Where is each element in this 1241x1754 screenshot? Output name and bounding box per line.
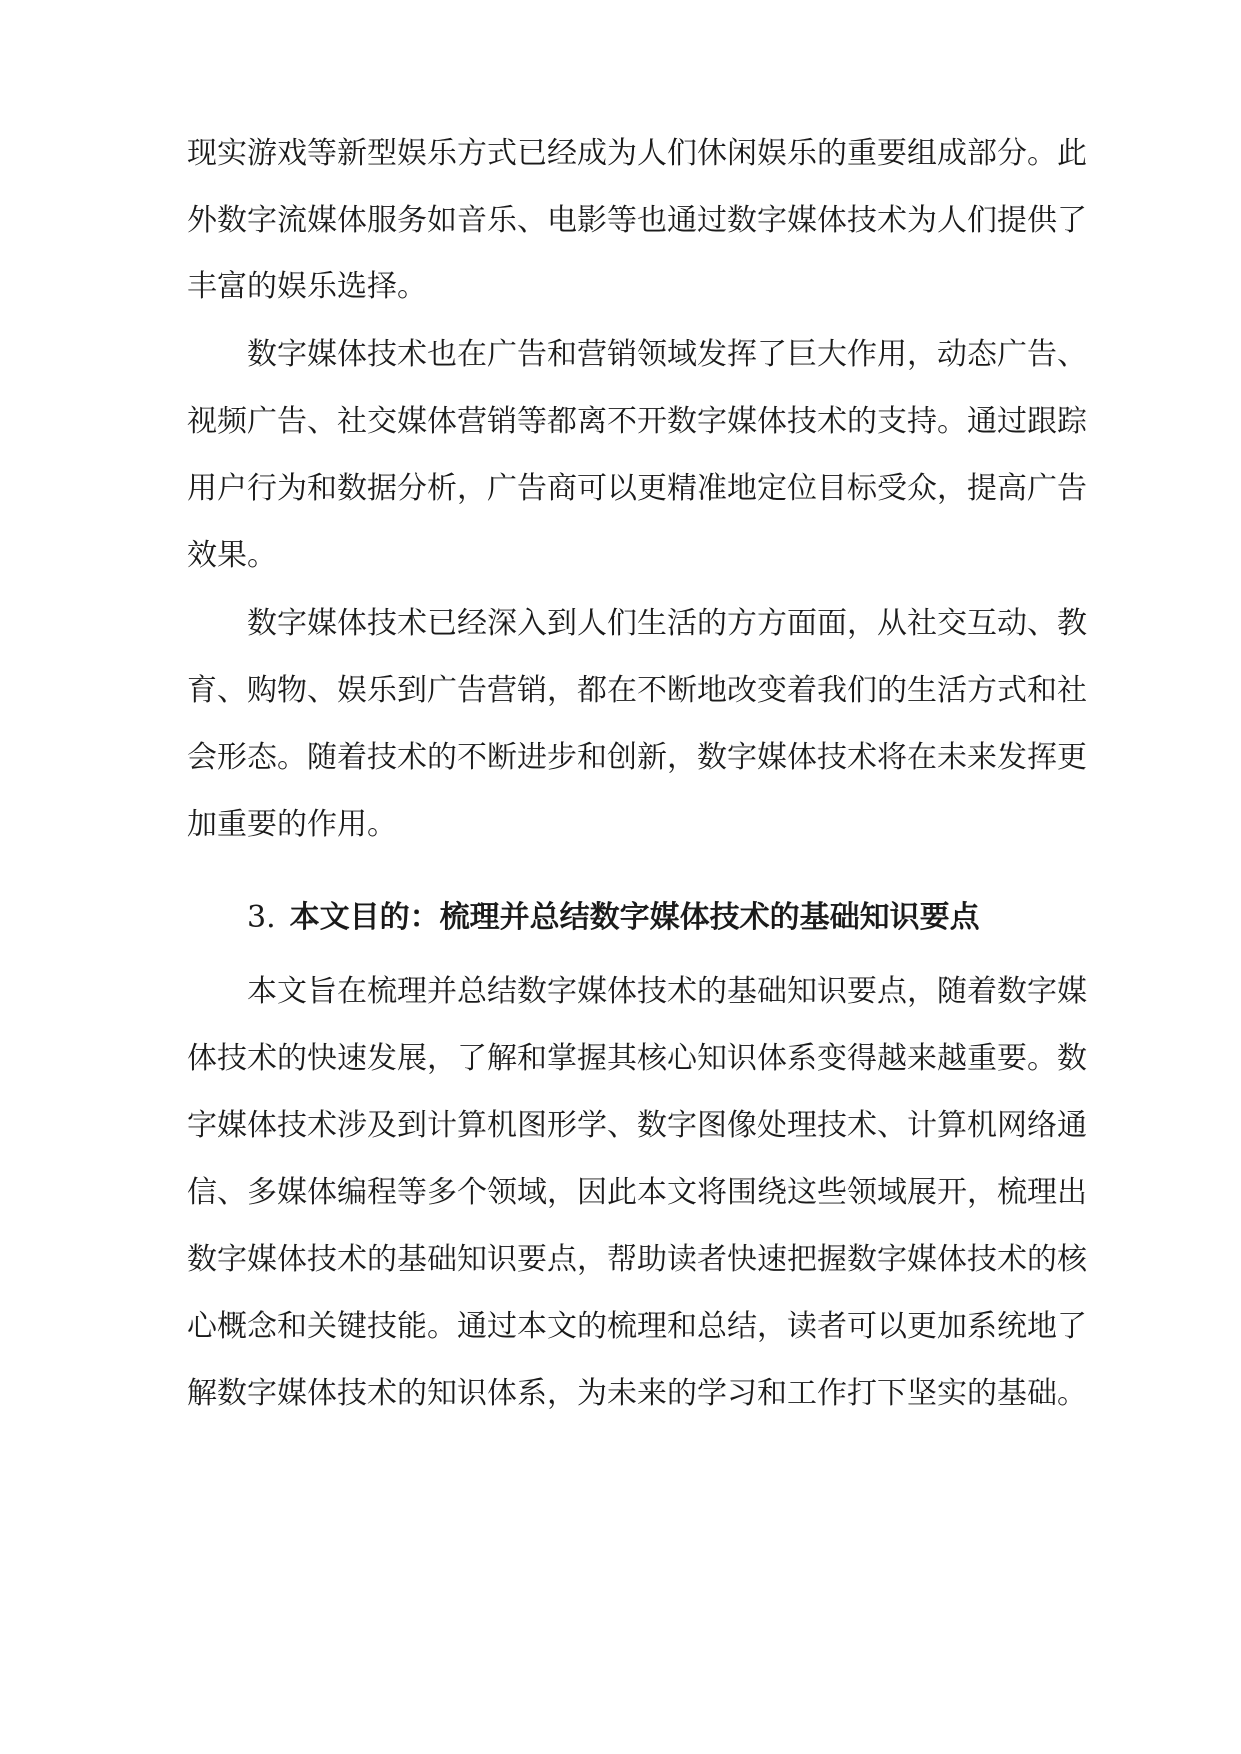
paragraph-2-line-2: 视频广告、社交媒体营销等都离不开数字媒体技术的支持。通过跟踪 xyxy=(187,404,1087,439)
section-heading xyxy=(247,898,980,938)
section-paragraph-line-3: 字媒体技术涉及到计算机图形学、数字图像处理技术、计算机网络通 xyxy=(187,1108,1087,1143)
section-paragraph-line-6: 心概念和关键技能。通过本文的梳理和总结，读者可以更加系统地了 xyxy=(187,1309,1087,1344)
paragraph-1-line-1: 现实游戏等新型娱乐方式已经成为人们休闲娱乐的重要组成部分。此 xyxy=(187,136,1087,171)
paragraph-2-line-4: 效果。 xyxy=(187,538,277,573)
section-paragraph-line-7: 解数字媒体技术的知识体系，为未来的学习和工作打下坚实的基础。 xyxy=(187,1376,1087,1411)
section-title: 本文目的：梳理并总结数字媒体技术的基础知识要点 xyxy=(289,900,980,935)
section-paragraph-line-1: 本文旨在梳理并总结数字媒体技术的基础知识要点，随着数字媒 xyxy=(247,974,1087,1009)
section-number: 3. xyxy=(247,900,276,935)
paragraph-3-line-2: 育、购物、娱乐到广告营销，都在不断地改变着我们的生活方式和社 xyxy=(187,673,1087,708)
paragraph-3-line-4: 加重要的作用。 xyxy=(187,807,397,842)
section-paragraph-line-4: 信、多媒体编程等多个领域，因此本文将围绕这些领域展开，梳理出 xyxy=(187,1175,1087,1210)
paragraph-1-line-3: 丰富的娱乐选择。 xyxy=(187,269,427,304)
section-paragraph-line-2: 体技术的快速发展，了解和掌握其核心知识体系变得越来越重要。数 xyxy=(187,1041,1087,1076)
section-paragraph-line-5: 数字媒体技术的基础知识要点，帮助读者快速把握数字媒体技术的核 xyxy=(187,1242,1087,1277)
paragraph-1-line-2: 外数字流媒体服务如音乐、电影等也通过数字媒体技术为人们提供了 xyxy=(187,203,1087,238)
paragraph-2-line-1: 数字媒体技术也在广告和营销领域发挥了巨大作用，动态广告、 xyxy=(247,337,1087,372)
paragraph-3-line-3: 会形态。随着技术的不断进步和创新，数字媒体技术将在未来发挥更 xyxy=(187,740,1087,775)
paragraph-2-line-3: 用户行为和数据分析，广告商可以更精准地定位目标受众，提高广告 xyxy=(187,471,1087,506)
paragraph-3-line-1: 数字媒体技术已经深入到人们生活的方方面面，从社交互动、教 xyxy=(247,606,1087,641)
